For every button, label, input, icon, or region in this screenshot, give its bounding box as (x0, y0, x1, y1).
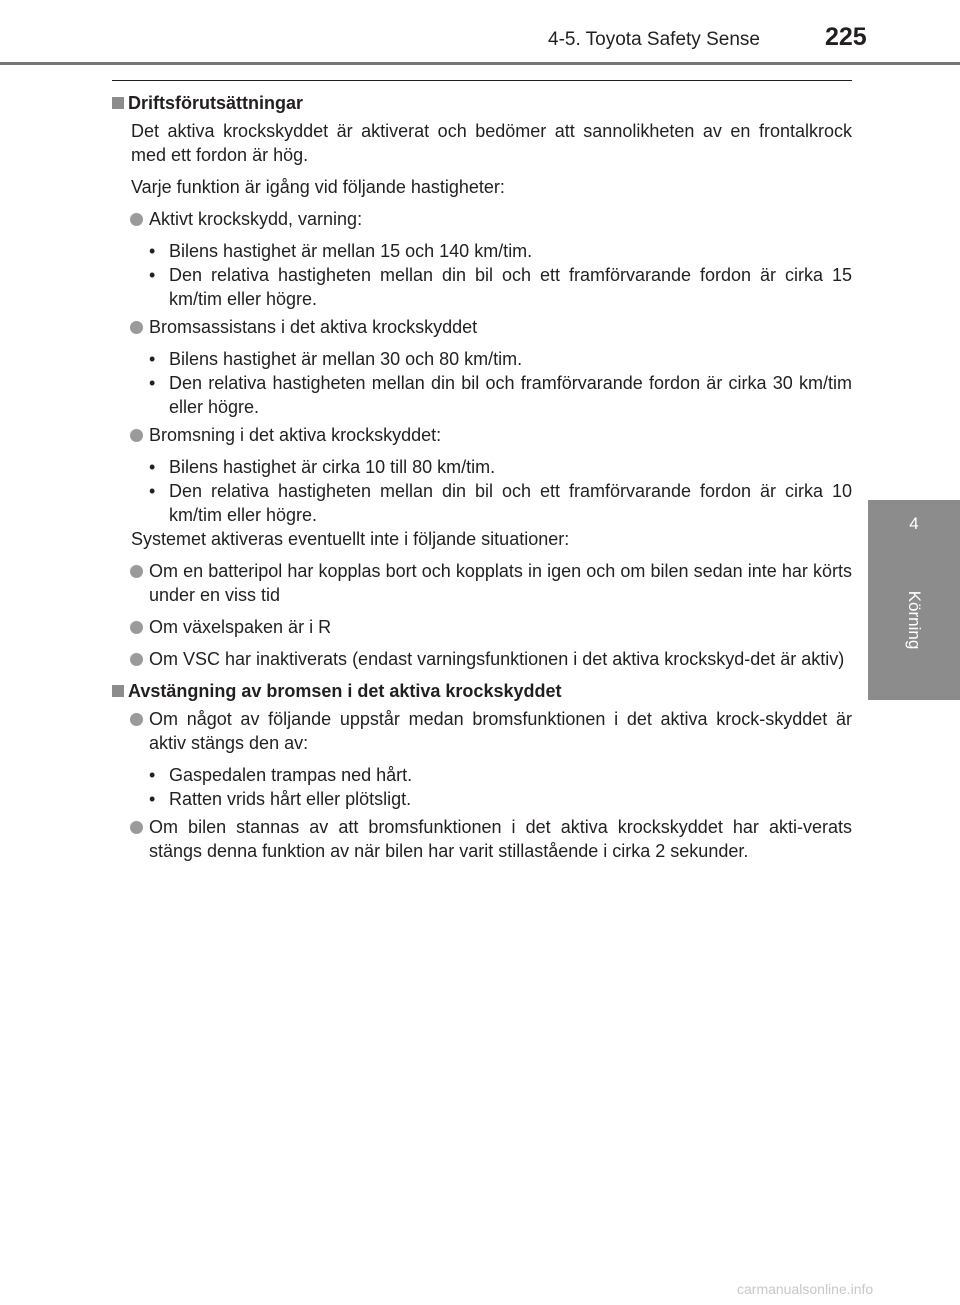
dot-bullet-icon: • (149, 241, 156, 261)
list-item-text: Om VSC har inaktiverats (endast varningsfunktionen i det aktiva krockskyd-det är aktiv) (149, 649, 845, 669)
chapter-number: 4 (909, 514, 919, 533)
square-bullet-icon (112, 97, 124, 109)
circle-bullet-icon (130, 429, 143, 442)
list-item (112, 423, 852, 447)
list-item (112, 707, 852, 755)
dot-bullet-icon: • (149, 349, 156, 369)
sub-list-item (112, 479, 852, 527)
circle-bullet-icon (130, 653, 143, 666)
chapter-side-tab[interactable] (868, 500, 960, 700)
sub-list-item (112, 455, 852, 479)
list-item-text: Bromsassistans i det aktiva krockskyddet (149, 317, 478, 337)
main-content (112, 91, 852, 863)
list-item (112, 815, 852, 863)
circle-bullet-icon (130, 565, 143, 578)
content-rule (112, 80, 852, 81)
dot-bullet-icon: • (149, 789, 156, 809)
header-title: 4-5. Toyota Safety Sense (548, 29, 760, 50)
header-rule (0, 62, 960, 65)
dot-bullet-icon: • (149, 457, 156, 477)
sub-list-item-text: Den relativa hastigheten mellan din bil och framförvarande fordon är cirka 30 km/tim eller högre. (169, 373, 852, 417)
list-item-text: Om en batteripol har kopplas bort och kopplats in igen och om bilen sedan inte har körts under en viss tid (149, 561, 852, 605)
circle-bullet-icon (130, 713, 143, 726)
circle-bullet-icon (130, 621, 143, 634)
list-item (112, 647, 852, 671)
sub-list-item-text: Bilens hastighet är mellan 15 och 140 km/tim. (169, 241, 533, 261)
square-bullet-icon (112, 685, 124, 697)
sub-list-item-text: Den relativa hastigheten mellan din bil och ett framförvarande fordon är cirka 10 km/tim eller högre. (169, 481, 852, 525)
sub-list-item (112, 371, 852, 419)
paragraph: Det aktiva krockskyddet är aktiverat och bedömer att sannolikheten av en frontalkrock med ett fordon är hög. (131, 121, 852, 165)
list-item (112, 615, 852, 639)
dot-bullet-icon: • (149, 765, 156, 785)
sub-list-item (112, 239, 852, 263)
list-item (112, 207, 852, 231)
chapter-label: Körning (905, 590, 924, 650)
sub-list-item-text: Ratten vrids hårt eller plötsligt. (169, 789, 412, 809)
paragraph: Varje funktion är igång vid följande hastigheter: (131, 177, 505, 197)
section-heading-text: Driftsförutsättningar (128, 93, 303, 113)
list-item-text: Om något av följande uppstår medan bromsfunktionen i det aktiva krock-skyddet är aktiv stängs den av: (149, 709, 852, 753)
sub-list-item (112, 763, 852, 787)
circle-bullet-icon (130, 213, 143, 226)
paragraph: Systemet aktiveras eventuellt inte i följande situationer: (131, 529, 570, 549)
list-item (112, 559, 852, 607)
sub-list-item-text: Den relativa hastigheten mellan din bil och ett framförvarande fordon är cirka 15 km/tim eller högre. (169, 265, 852, 309)
dot-bullet-icon: • (149, 265, 156, 285)
sub-list-item (112, 347, 852, 371)
circle-bullet-icon (130, 821, 143, 834)
circle-bullet-icon (130, 321, 143, 334)
dot-bullet-icon: • (149, 481, 156, 501)
dot-bullet-icon: • (149, 373, 156, 393)
sub-list-item-text: Bilens hastighet är cirka 10 till 80 km/tim. (169, 457, 496, 477)
sub-list-item (112, 263, 852, 311)
list-item-text: Aktivt krockskydd, varning: (149, 209, 363, 229)
list-item-text: Bromsning i det aktiva krockskyddet: (149, 425, 442, 445)
page-number: 225 (825, 23, 867, 51)
section-heading (112, 679, 852, 703)
sub-list-item-text: Gaspedalen trampas ned hårt. (169, 765, 413, 785)
list-item-text: Om växelspaken är i R (149, 617, 332, 637)
footer-watermark[interactable]: carmanualsonline.info (737, 1281, 874, 1297)
section-heading-text: Avstängning av bromsen i det aktiva krockskyddet (128, 681, 562, 701)
sub-list-item (112, 787, 852, 811)
list-item-text: Om bilen stannas av att bromsfunktionen i det aktiva krockskyddet har akti-verats stängs denna funktion av när bilen har varit stillastående i cirka 2 sekunder. (149, 817, 852, 861)
section-heading (112, 91, 852, 115)
sub-list-item-text: Bilens hastighet är mellan 30 och 80 km/tim. (169, 349, 523, 369)
list-item (112, 315, 852, 339)
